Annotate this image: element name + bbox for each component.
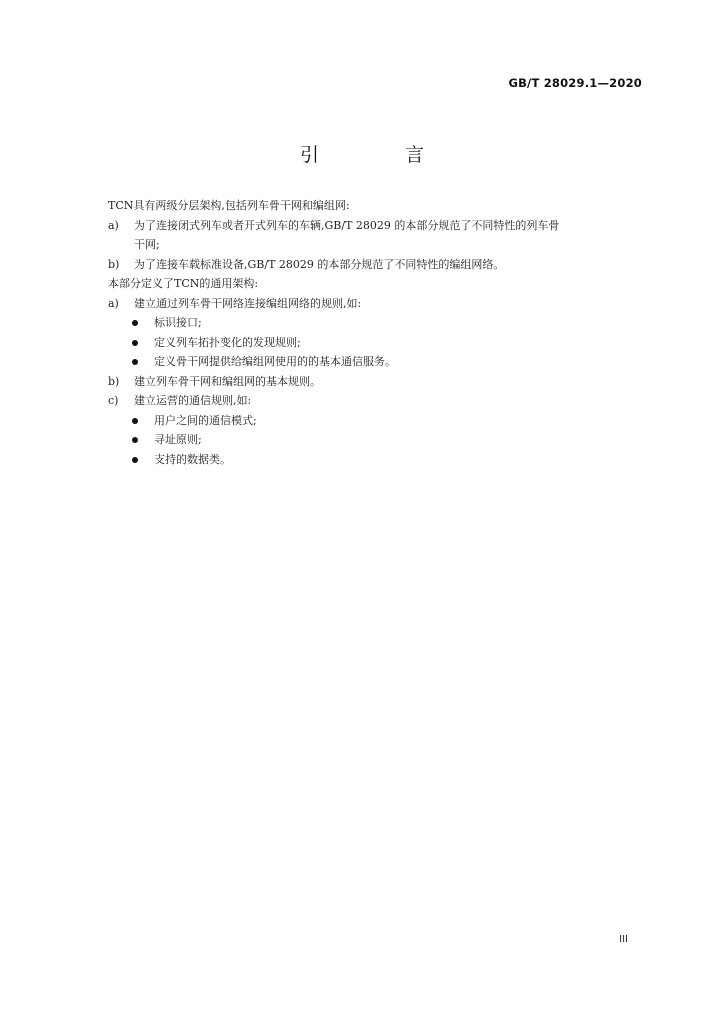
bullet-item <box>108 333 644 353</box>
list-marker: a) <box>108 218 119 232</box>
list-marker: b) <box>108 374 120 388</box>
list-item-continuation: 干网; <box>134 238 160 251</box>
bullet-dot <box>132 418 138 424</box>
bullet-text: 标识接口; <box>154 316 202 329</box>
list-item-text: 建立列车骨干网和编组网的基本规则。 <box>134 374 321 388</box>
bullet-item <box>108 430 644 450</box>
bullet-dot <box>132 340 138 346</box>
page-number: III <box>619 934 628 945</box>
paragraph: 本部分定义了TCN的通用架构: <box>108 277 259 290</box>
list-marker: b) <box>108 257 120 271</box>
bullet-dot <box>132 437 138 443</box>
bullet-dot <box>132 457 138 463</box>
bullet-item <box>108 411 644 431</box>
list-item-text: 建立通过列车骨干网络连接编组网络的规则,如: <box>134 296 362 310</box>
list-item <box>108 294 644 314</box>
bullet-text: 支持的数据类。 <box>154 452 231 466</box>
bullet-dot <box>132 320 138 326</box>
bullet-text: 定义列车拓扑变化的发现规则; <box>154 335 301 349</box>
page-title: 引 言 <box>299 144 465 166</box>
list-marker: a) <box>108 296 119 310</box>
list-item <box>108 391 644 411</box>
list-item <box>108 216 644 236</box>
bullet-text: 定义骨干网提供给编组网使用的的基本通信服务。 <box>154 355 396 368</box>
list-item-text: 建立运营的通信规则,如: <box>134 394 252 407</box>
bullet-text: 用户之间的通信模式; <box>154 413 257 427</box>
list-marker: c) <box>108 394 119 407</box>
paragraph: TCN具有两级分层架构,包括列车骨干网和编组网: <box>108 199 350 212</box>
doc-code: GB/T 28029.1—2020 <box>508 76 642 90</box>
bullet-text: 寻址原则; <box>154 433 202 446</box>
bullet-item <box>108 352 644 372</box>
body-text <box>108 196 644 469</box>
list-item <box>108 372 644 392</box>
list-item <box>108 255 644 275</box>
bullet-dot <box>132 359 138 365</box>
bullet-item <box>108 450 644 470</box>
bullet-item <box>108 313 644 333</box>
list-item-text: 为了连接车载标准设备,GB/T 28029 的本部分规范了不同特性的编组网络。 <box>134 257 505 271</box>
list-item-text: 为了连接闭式列车或者开式列车的车辆,GB/T 28029 的本部分规范了不同特性的列车骨 <box>134 218 560 232</box>
